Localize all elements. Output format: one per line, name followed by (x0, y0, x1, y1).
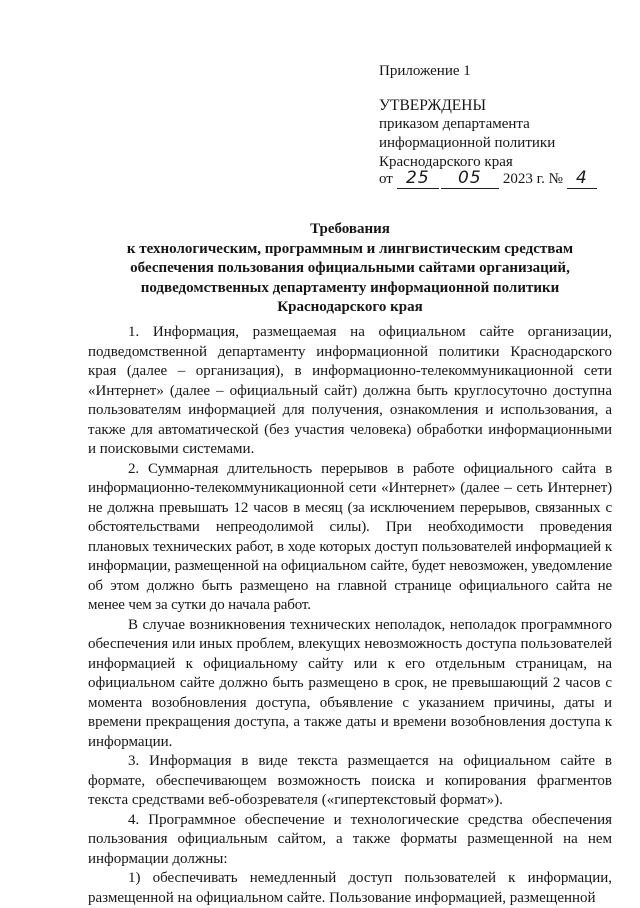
approved-label: УТВЕРЖДЕНЫ (379, 97, 486, 114)
paragraph-1: 1. Информация, размещаемая на официальном сайте организации, подведомственной департаменту информационной политики Краснодарского края (далее – организация), в информационно-телекоммуникационной сети «Интернет» (далее – официальный сайт) должна быть круглосуточно доступна пользователям информацией для получения, ознакомления и использования, а также для автоматической (без участия человека) обработки информационными и поисковыми системами. (88, 324, 612, 457)
title-line-2: к технологическим, программным и лингвистическим средствам (126, 240, 574, 257)
approval-line-1: приказом департамента (379, 116, 530, 132)
paragraph-4: 4. Программное обеспечение и технологические средства обеспечения пользования официальным сайтом, а также форматы размещенной на нем информации должны: (88, 811, 612, 867)
handwritten-month: 05 (441, 169, 499, 189)
approval-line-3: Краснодарского края (379, 154, 513, 170)
paragraph-3: 3. Информация в виде текста размещается на официальном сайте в формате, обеспечивающем возможность поиска и копирования фрагментов текста средствами веб-обозревателя («гипертекстовый формат»). (88, 753, 612, 808)
handwritten-order-number: 4 (567, 169, 597, 189)
document-body (88, 323, 612, 908)
date-prefix: от (379, 171, 393, 187)
handwritten-day: 25 (397, 169, 439, 189)
title-line-1: Требования (310, 221, 390, 237)
title-line-3: обеспечения пользования официальными сайтами организаций, (130, 260, 570, 276)
paragraph-2: 2. Суммарная длительность перерывов в работе официального сайта в информационно-телекоммуникационной сети «Интернет» (далее – сеть Интернет) не должна превышать 12 часов в месяц (за исключением перерывов, связанных с обстоятельствами непреодолимой силы). При необходимости проведения плановых технических работ, в ходе которых доступ пользователей информацией к информации, размещенной на официальном сайте, будет невозможен, уведомление об этом должно быть размещено на главной странице официального сайта не менее чем за сутки до начала работ. (88, 460, 612, 613)
annex-label: Приложение 1 (379, 63, 471, 79)
approval-line-2: информационной политики (379, 135, 556, 151)
title-line-5: Краснодарского края (277, 299, 423, 315)
paragraph-2-continued: В случае возникновения технических неполадок, неполадок программного обеспечения или иных проблем, влекущих невозможность доступа пользователей информацией к официальному сайту или к его отдельным страницам, на официальном сайте должно быть размещено в срок, не превышающий 2 часов с момента возобновления доступа, объявление с указанием причины, даты и времени прекращения доступа, а также даты и времени возобновления доступа к информации. (88, 616, 612, 750)
title-line-4: подведомственных департаменту информационной политики (140, 279, 560, 296)
document-title (88, 220, 612, 318)
date-year-number-label: 2023 г. № (502, 171, 563, 187)
paragraph-4-item-1: 1) обеспечивать немедленный доступ пользователей к информации, размещенной на официальном сайте. Пользование информацией, размещенной (88, 870, 612, 906)
approval-date-line (379, 169, 597, 189)
